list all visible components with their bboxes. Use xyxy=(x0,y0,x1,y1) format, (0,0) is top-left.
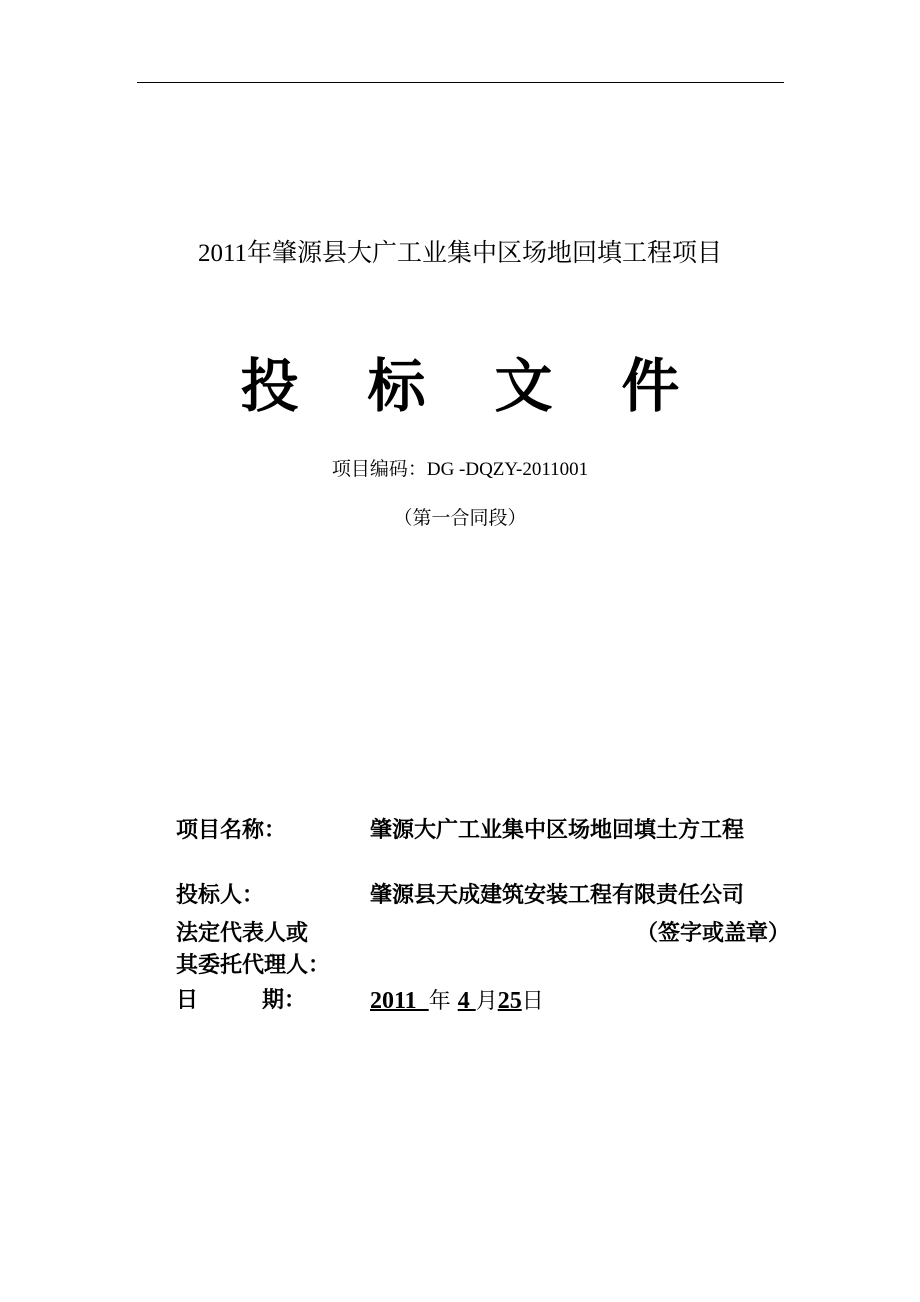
project-name-value: 肇源大广工业集中区场地回填土方工程 xyxy=(370,818,745,843)
date-day-unit: 日 xyxy=(521,989,544,1014)
date-month-unit: 月 xyxy=(475,989,498,1014)
date-day: 25 xyxy=(497,988,522,1014)
signature-note: （签字或盖章） xyxy=(635,921,790,946)
date-label-char-1: 日 xyxy=(176,988,199,1013)
document-title: 投 标 文 件 xyxy=(240,352,704,420)
date-year: 2011 xyxy=(370,988,429,1014)
date-label xyxy=(176,985,306,1017)
legal-representative-label: 法定代表人或 xyxy=(176,921,309,946)
date-label-char-2: 期： xyxy=(262,988,307,1013)
bidder-label: 投标人： xyxy=(176,883,265,908)
authorized-agent-label: 其委托代理人： xyxy=(176,953,331,978)
header-rule xyxy=(137,82,784,83)
bidder-value: 肇源县天成建筑安装工程有限责任公司 xyxy=(370,883,745,908)
project-title-line: 2011年肇源县大广工业集中区场地回填工程项目 xyxy=(197,240,723,267)
project-name-label: 项目名称： xyxy=(176,818,287,843)
date-value xyxy=(370,985,544,1018)
project-code: 项目编码：DG -DQZY-2011001 xyxy=(331,459,589,480)
date-year-unit: 年 xyxy=(428,989,451,1014)
contract-section: （第一合同段） xyxy=(393,508,527,529)
date-month: 4 xyxy=(457,988,476,1014)
